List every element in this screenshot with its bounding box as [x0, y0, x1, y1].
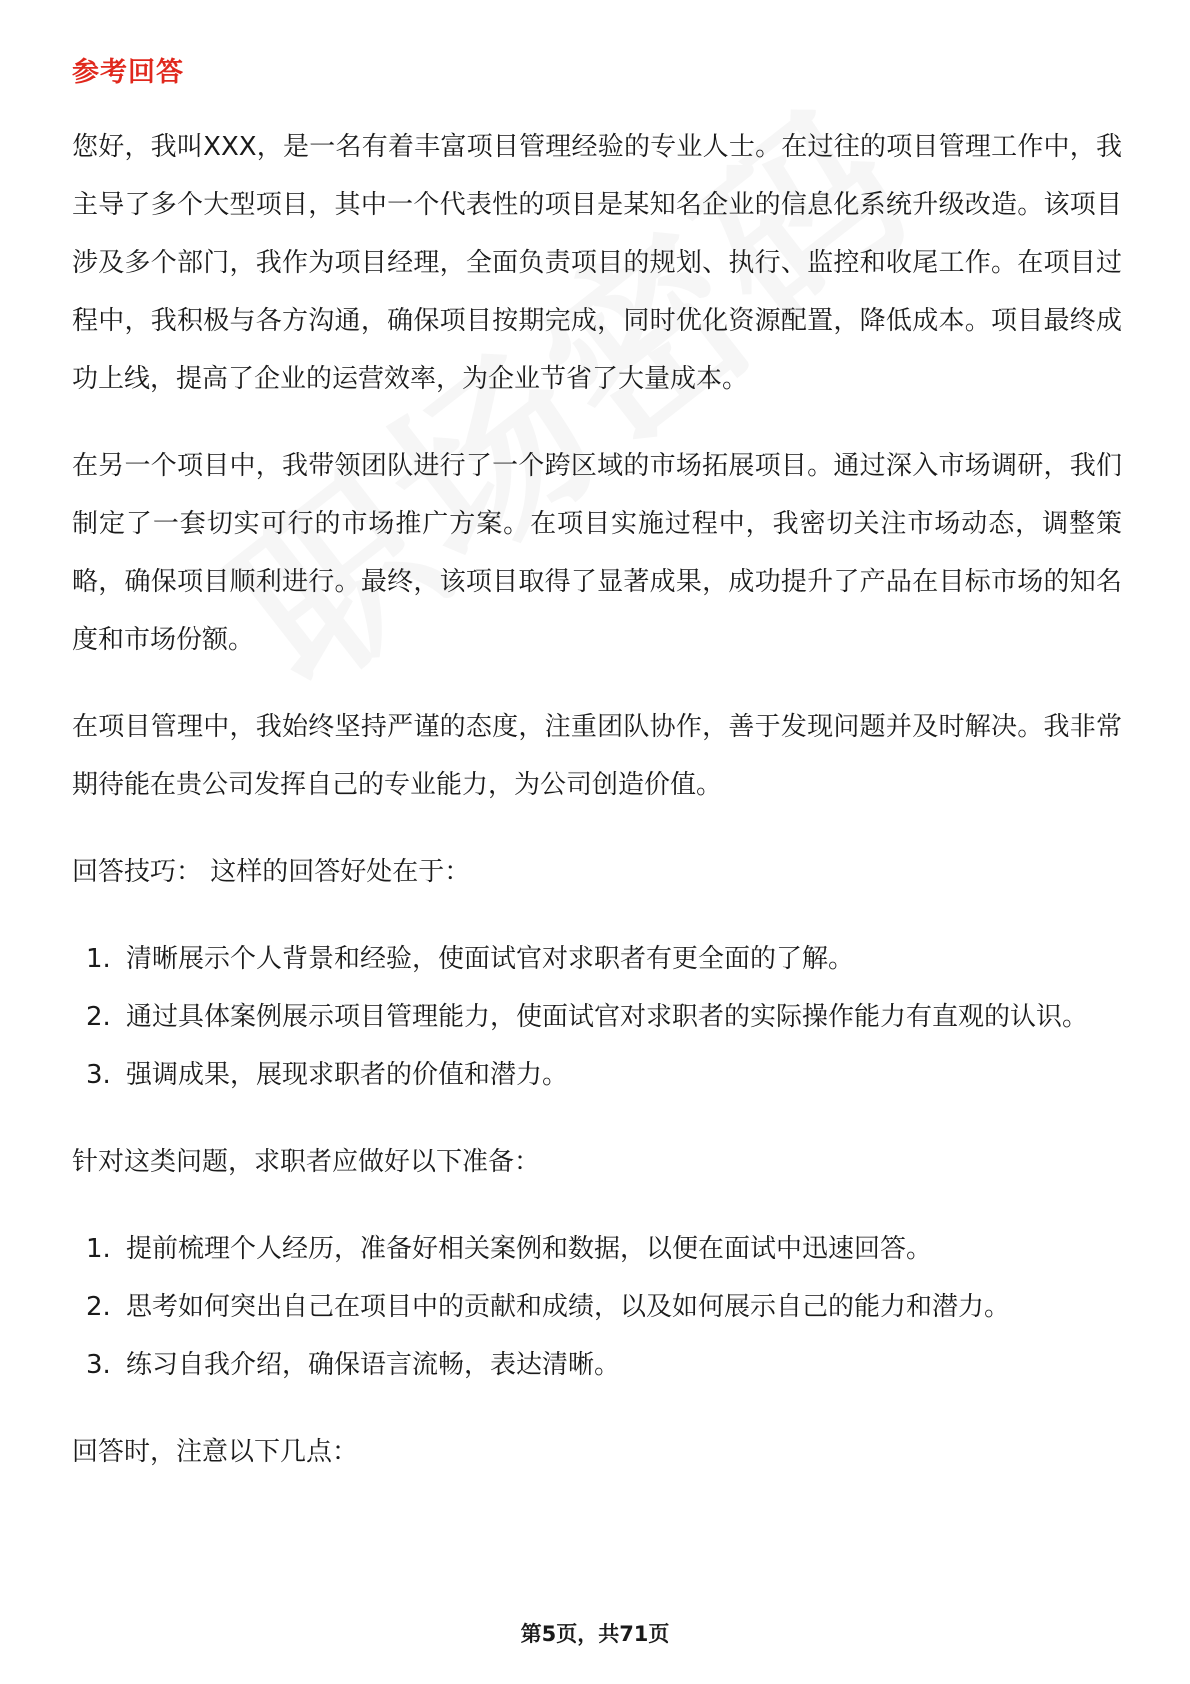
- list-item: [72, 988, 1122, 1046]
- answer-paragraph-3: 在项目管理中，我始终坚持严谨的态度，注重团队协作，善于发现问题并及时解决。我非常期待能在贵公司发挥自己的专业能力，为公司创造价值。: [72, 712, 1122, 800]
- list-item: [72, 1220, 1122, 1278]
- list-item: [72, 1278, 1122, 1336]
- list-item-number: 3.: [86, 1060, 111, 1090]
- tips-list: [72, 930, 1122, 1104]
- list-item-number: 3.: [86, 1350, 111, 1380]
- list-item-number: 2.: [86, 1002, 111, 1032]
- prep-list: [72, 1220, 1122, 1394]
- notes-intro: 回答时，注意以下几点：: [72, 1437, 359, 1467]
- list-item: [72, 930, 1122, 988]
- answer-paragraph-1: 您好，我叫XXX，是一名有着丰富项目管理经验的专业人士。在过往的项目管理工作中，我主导了多个大型项目，其中一个代表性的项目是某知名企业的信息化系统升级改造。该项目涉及多个部门，我作为项目经理，全面负责项目的规划、执行、监控和收尾工作。在项目过程中，我积极与各方沟通，确保项目按期完成，同时优化资源配置，降低成本。项目最终成功上线，提高了企业的运营效率，为企业节省了大量成本。: [72, 132, 1122, 394]
- list-item-number: 1.: [86, 944, 111, 974]
- section-heading: 参考回答: [72, 57, 184, 88]
- list-item-number: 1.: [86, 1234, 111, 1264]
- tips-intro: 回答技巧： 这样的回答好处在于：: [72, 857, 471, 887]
- answer-body: [72, 118, 1122, 1510]
- list-item: [72, 1046, 1122, 1104]
- answer-paragraph-2: 在另一个项目中，我带领团队进行了一个跨区域的市场拓展项目。通过深入市场调研，我们制定了一套切实可行的市场推广方案。在项目实施过程中，我密切关注市场动态，调整策略，确保项目顺利进行。最终，该项目取得了显著成果，成功提升了产品在目标市场的知名度和市场份额。: [72, 451, 1122, 655]
- list-item-text: 提前梳理个人经历，准备好相关案例和数据，以便在面试中迅速回答。: [126, 1234, 933, 1264]
- list-item-number: 2.: [86, 1292, 111, 1322]
- list-item-text: 强调成果，展现求职者的价值和潜力。: [126, 1060, 569, 1090]
- list-item: [72, 1336, 1122, 1394]
- list-item-text: 练习自我介绍，确保语言流畅，表达清晰。: [126, 1350, 621, 1380]
- list-item-text: 思考如何突出自己在项目中的贡献和成绩，以及如何展示自己的能力和潜力。: [126, 1292, 1011, 1322]
- page-number: 第5页，共71页: [520, 1622, 670, 1646]
- list-item-text: 清晰展示个人背景和经验，使面试官对求职者有更全面的了解。: [126, 944, 855, 974]
- prep-intro: 针对这类问题，求职者应做好以下准备：: [72, 1147, 541, 1177]
- list-item-text: 通过具体案例展示项目管理能力，使面试官对求职者的实际操作能力有直观的认识。: [126, 1002, 1089, 1032]
